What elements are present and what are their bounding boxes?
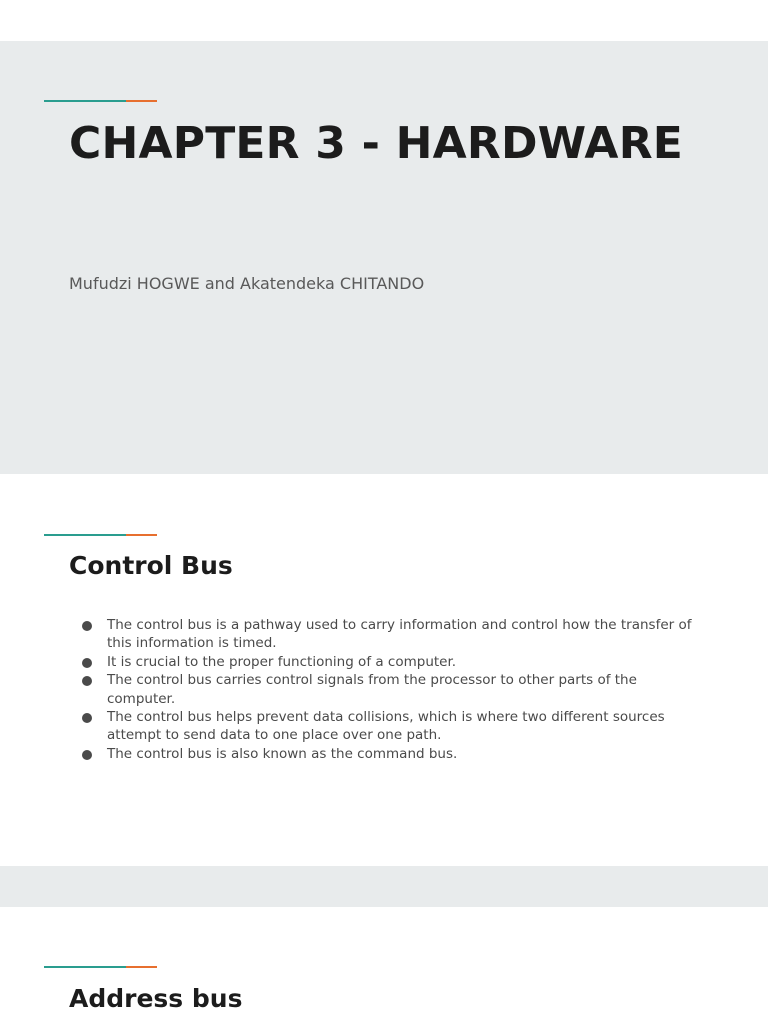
bullet-dot-icon [82, 750, 92, 760]
slide-title: CHAPTER 3 - HARDWARE [69, 118, 684, 169]
address-bus-heading: Address bus [69, 984, 243, 1013]
control-bus-accent-line [44, 534, 157, 536]
bullet-item [80, 708, 700, 745]
bullet-item [80, 671, 700, 708]
bullet-text: The control bus carries control signals from the processor to other parts of the computer. [107, 672, 637, 707]
accent-orange-segment [126, 100, 157, 102]
title-accent-line [44, 100, 157, 102]
bullet-item [80, 653, 700, 671]
bullet-text: The control bus is also known as the command bus. [107, 745, 458, 762]
bullet-dot-icon [82, 713, 92, 723]
bullet-dot-icon [82, 658, 92, 668]
bullet-text: The control bus is a pathway used to carry information and control how the transfer of this information is timed. [107, 617, 692, 652]
address-bus-accent-line [44, 966, 157, 968]
control-bus-heading: Control Bus [69, 551, 233, 580]
bullet-dot-icon [82, 621, 92, 631]
slide-authors: Mufudzi HOGWE and Akatendeka CHITANDO [69, 274, 425, 293]
bullet-item [80, 745, 700, 763]
accent-orange-segment [126, 534, 157, 536]
accent-teal-segment [44, 534, 126, 536]
title-slide-background [0, 41, 768, 474]
slide-separator [0, 866, 768, 907]
control-bus-bullet-list [80, 616, 700, 763]
bullet-text: The control bus helps prevent data collisions, which is where two different sources attempt to send data to one place over one path. [107, 709, 665, 744]
accent-teal-segment [44, 966, 126, 968]
accent-teal-segment [44, 100, 126, 102]
bullet-item [80, 616, 700, 653]
accent-orange-segment [126, 966, 157, 968]
bullet-text: It is crucial to the proper functioning of a computer. [107, 653, 457, 670]
bullet-dot-icon [82, 676, 92, 686]
